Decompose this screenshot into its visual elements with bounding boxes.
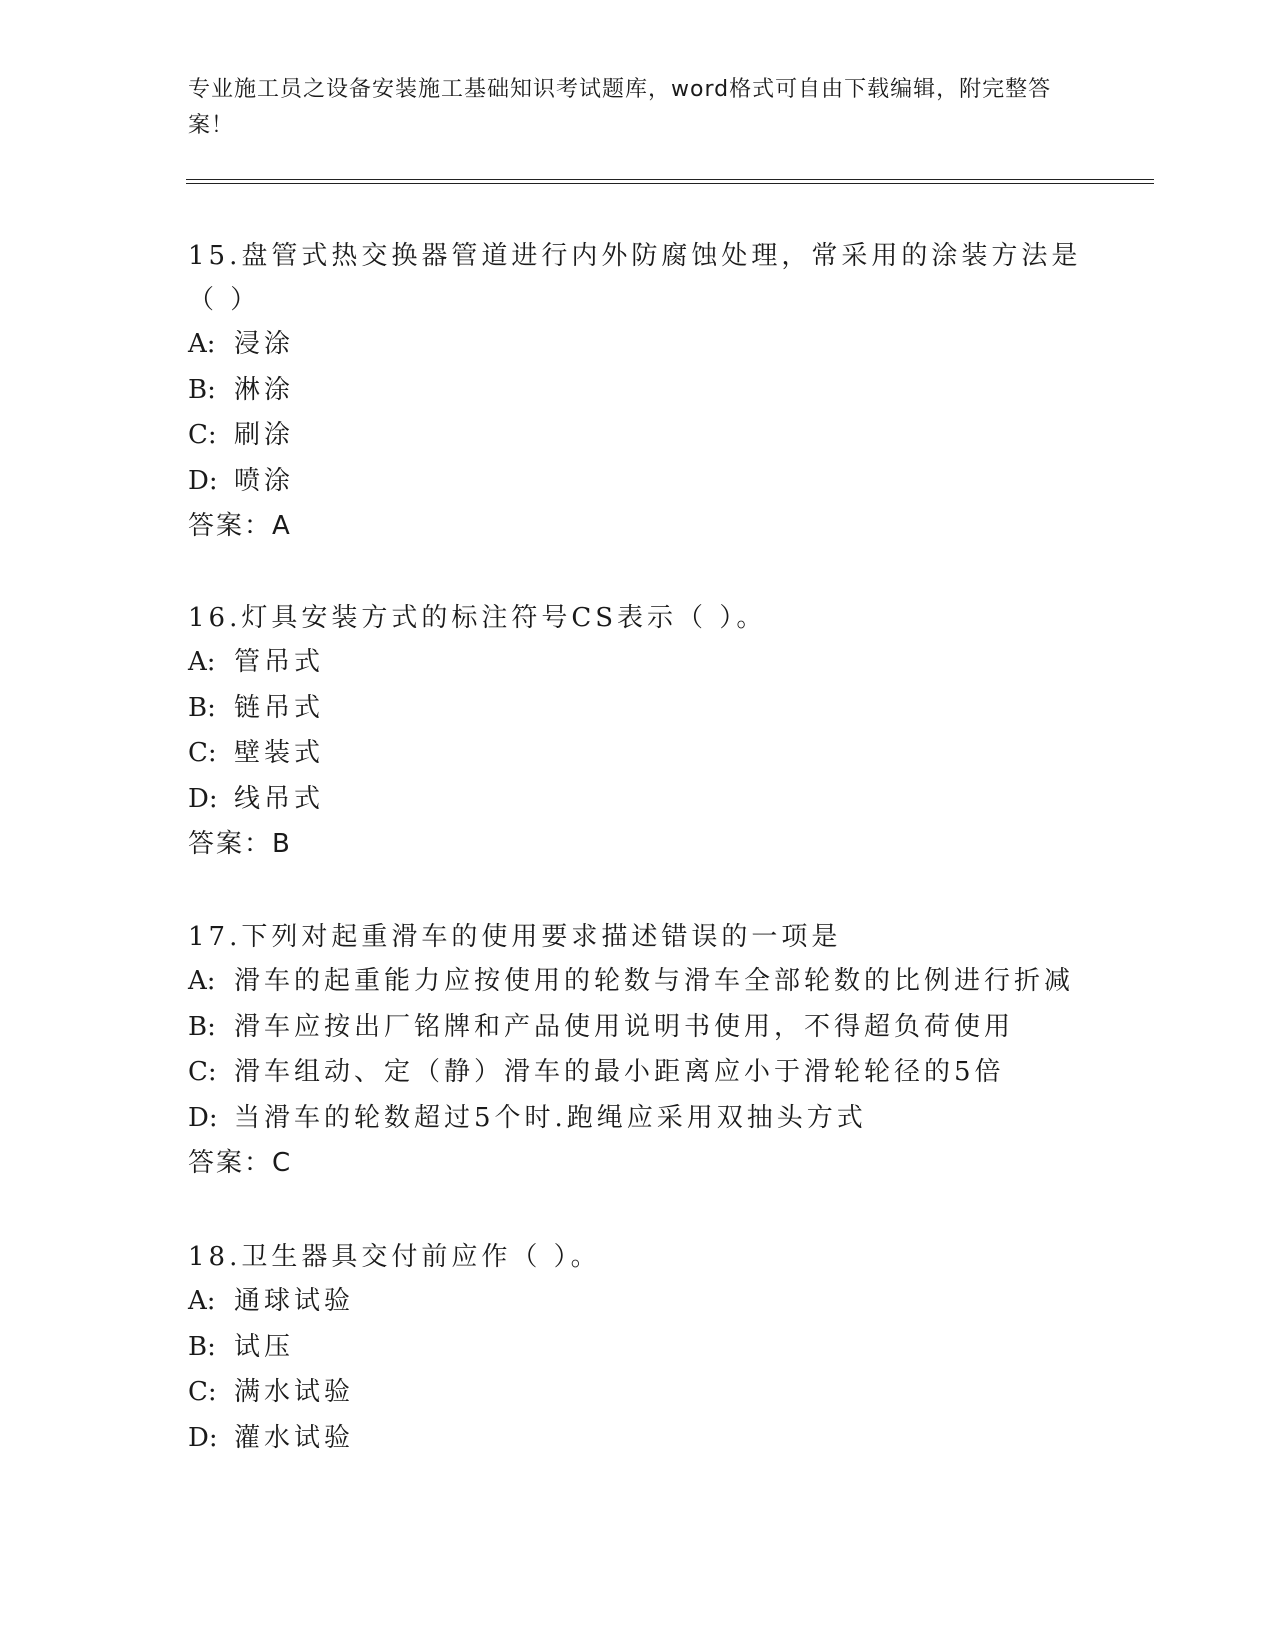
option-key: C: [188,738,217,768]
option-key: D: [188,1422,218,1453]
option-key: D: [188,1102,218,1133]
option-text: 链吊式 [234,692,325,723]
option-key: C: [188,1057,217,1087]
answer-line: 答案：B [188,829,292,859]
question-15 [188,234,1088,550]
question-stem: 18.卫生器具交付前应作（ ）。 [188,1242,601,1272]
question-stem: 15.盘管式热交换器管道进行内外防腐蚀处理，常采用的涂装方法是（ ） [188,241,1082,315]
option-c [188,413,1088,459]
option-text: 试压 [234,1331,295,1362]
option-text: 滑车应按出厂铭牌和产品使用说明书使用，不得超负荷使用 [234,1011,1015,1042]
answer-line: 答案：A [188,511,292,541]
option-d [188,459,1088,505]
question-stem: 17.下列对起重滑车的使用要求描述错误的一项是 [188,922,842,952]
option-text: 当滑车的轮数超过5个时.跑绳应采用双抽头方式 [234,1102,867,1133]
option-key: A: [188,329,216,359]
option-d [188,1416,1088,1462]
option-text: 刷涂 [234,420,295,450]
question-17 [188,915,1088,1187]
option-key: A: [188,647,216,677]
option-d [188,1096,1088,1142]
option-a [188,322,1088,368]
question-18 [188,1235,1088,1461]
option-c [188,1050,1088,1096]
option-key: B: [188,1331,216,1362]
option-text: 喷涂 [234,465,295,496]
option-key: D: [188,783,218,814]
option-text: 管吊式 [234,647,325,677]
option-key: B: [188,1011,216,1042]
option-b [188,1005,1088,1051]
option-text: 浸涂 [234,329,295,359]
document-header: 专业施工员之设备安装施工基础知识考试题库，word格式可自由下载编辑，附完整答案！ [188,77,1052,138]
option-text: 淋涂 [234,374,295,405]
header-divider-top [186,179,1154,180]
option-text: 灌水试验 [234,1422,355,1453]
option-text: 通球试验 [234,1286,355,1316]
option-key: D: [188,465,218,496]
option-key: B: [188,692,216,723]
option-text: 滑车组动、定（静）滑车的最小距离应小于滑轮轮径的5倍 [234,1057,1005,1087]
option-text: 滑车的起重能力应按使用的轮数与滑车全部轮数的比例进行折减 [234,966,1075,996]
option-b [188,368,1088,414]
option-b [188,686,1088,732]
option-key: A: [188,1286,216,1316]
option-key: C: [188,1377,217,1407]
option-c [188,1370,1088,1416]
option-a [188,1279,1088,1325]
question-stem: 16.灯具安装方式的标注符号CS表示（ ）。 [188,603,767,633]
option-text: 线吊式 [234,783,325,814]
option-key: C: [188,420,217,450]
option-key: A: [188,966,216,996]
option-key: B: [188,374,216,405]
option-c [188,731,1088,777]
option-d [188,777,1088,823]
answer-line: 答案：C [188,1148,293,1178]
option-text: 满水试验 [234,1377,355,1407]
question-16 [188,596,1088,868]
option-text: 壁装式 [234,738,325,768]
option-b [188,1325,1088,1371]
option-a [188,959,1088,1005]
option-a [188,640,1088,686]
header-divider-bottom [186,183,1154,184]
